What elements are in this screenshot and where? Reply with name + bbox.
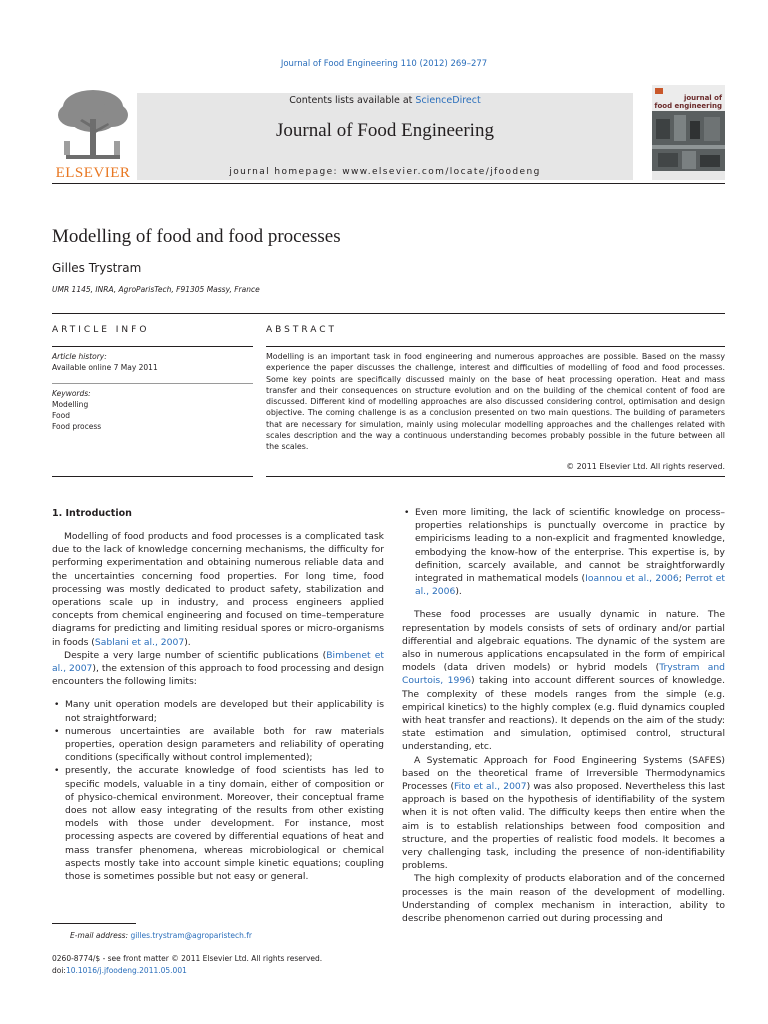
email-label: E-mail address:: [70, 931, 131, 940]
cover-title-line2: food engineering: [654, 102, 722, 110]
paragraph-text: Modelling of food products and food processes is a complicated task due to the lack of knowledge concerning mechanisms, the difficulty for performing experimentation and obtaining numerous reliable data and the uncertainties concerning food properties. For long time, food processing was mostly dedicated to product safety, stabilization and operations scale up in industry, and process engineers applied concepts from chemical engineering and focused on time–temperature diagrams for predicting and limiting residual spores or micro-organisms in foods (: [52, 531, 384, 648]
abstract-copyright: © 2011 Elsevier Ltd. All rights reserved.: [566, 462, 725, 471]
journal-homepage: [137, 167, 633, 177]
cover-title-line1: journal of: [683, 94, 722, 102]
article-info-divider: [52, 383, 253, 384]
paragraph: The high complexity of products elaboration and of the concerned processes is the main reason of the development of modelling. Understanding of complex mechanism in interaction, ability to describe phenomenon carried out during processing and: [402, 873, 725, 925]
article-history-label: Article history:: [52, 352, 107, 361]
paragraph-text: Despite a very large number of scientific publications (: [64, 649, 327, 661]
paragraph-text: ) was also proposed. Nevertheless this last approach is based on the hypothesis of identifiability of the system when it is not often valid. The difficulty keeps then entire when the aim is to establish relationships between food composition and structure, and the properties of realistic food models. It becomes a very challenging task, including the presence of non-identifiability problems.: [402, 781, 725, 872]
reference-link[interactable]: Bimbenet et al., 2007: [52, 649, 384, 675]
article-history-value: Available online 7 May 2011: [52, 363, 158, 372]
paragraph: [52, 530, 384, 649]
limits-list-continued: [402, 506, 725, 598]
homepage-url[interactable]: www.elsevier.com/locate/jfoodeng: [342, 167, 541, 177]
article-info-rule: [52, 346, 253, 347]
body-column-right: [402, 506, 725, 925]
article-info-heading: ARTICLE INFO: [52, 325, 150, 335]
elsevier-tree-logo: [52, 85, 134, 167]
issn-line: 0260-8774/$ - see front matter © 2011 Elsevier Ltd. All rights reserved.: [52, 954, 323, 963]
journal-citation[interactable]: Journal of Food Engineering 110 (2012) 269–277: [280, 59, 488, 69]
keyword-item: Modelling: [52, 400, 89, 409]
paragraph: [402, 608, 725, 753]
reference-link[interactable]: Perrot et al., 2006: [415, 573, 725, 598]
list-item: • numerous uncertainties are available both for raw materials properties, operation design parameters and reliability of operating conditions (specifically without control implemented);: [52, 725, 384, 765]
paragraph-text: ), the extension of this approach to food processing and design encounters the following limits:: [52, 663, 384, 688]
contents-line: [137, 95, 633, 106]
author-affiliation: UMR 1145, INRA, AgroParisTech, F91305 Massy, France: [52, 285, 260, 294]
limits-list: [52, 698, 384, 883]
doi-prefix: doi:: [52, 966, 66, 975]
keyword-item: Food: [52, 410, 70, 420]
paragraph: [52, 649, 384, 689]
article-author: Gilles Trystram: [52, 261, 142, 275]
list-item: • presently, the accurate knowledge of food scientists has led to specific models, valuable in a tiny domain, either of composition or of physico-chemical environment. Moreover, their conceptual frame does not allow easy integrating of the results from other existing models with those under development. For instance, most processing aspects are covered by differential equations of heat and mass transfer phenomena, whereas microbiological or chemical aspects mostly take into account simple kinetic equations; coupling those is sometimes possible but not easy or general.: [52, 764, 384, 883]
cover-image: [652, 85, 725, 180]
contents-prefix: Contents lists available at: [289, 95, 416, 106]
list-item: [402, 506, 725, 598]
homepage-prefix: journal homepage:: [229, 167, 343, 177]
paragraph-text: ) taking into account different sources of knowledge. The complexity of these models ranges from the simple (e.g. empirical kinetics) to the highly complex (e.g. fluid dynamics coupled with heat transfer and reactions). It depends on the aim of the study: state estimation and simulation, optimised control, structural understanding, etc.: [402, 675, 725, 753]
keyword-item: Food process: [52, 421, 102, 431]
body-column-left: [52, 530, 384, 883]
section-rule-top: [52, 313, 725, 314]
reference-link[interactable]: Trystram and Courtois, 1996: [402, 662, 725, 687]
paragraph-text: These food processes are usually dynamic in nature. The representation by models consists of sets of ordinary and/or partial differential and algebraic equations. The dynamic of the system are also in numerous applications encapsulated in the form of empirical models (data driven models) or hybrid models (: [402, 609, 725, 674]
keywords-label: Keywords:: [52, 389, 91, 398]
keywords-list: [52, 400, 101, 432]
doi-link[interactable]: 10.1016/j.jfoodeng.2011.05.001: [65, 966, 187, 975]
list-item-text: Even more limiting, the lack of scientific knowledge on process–properties relationships is punctually overcome in practice by empiricisms leading to a non-explicit and fragmented knowledge, embodying the know-how of the enterprise. This expertise is, by definition, scarcely available, and cannot be straightforwardly integrated in mathematical models (: [415, 507, 725, 585]
journal-title: Journal of Food Engineering: [276, 120, 494, 141]
list-item-text: ;: [678, 573, 686, 585]
elsevier-wordmark: ELSEVIER: [55, 165, 131, 181]
list-item: • Many unit operation models are developed but their applicability is not straightforward;: [52, 698, 384, 724]
sciencedirect-link[interactable]: ScienceDirect: [415, 95, 481, 106]
reference-link[interactable]: Ioannou et al., 2006: [585, 573, 679, 585]
paragraph: [402, 754, 725, 873]
reference-link[interactable]: Fito et al., 2007: [454, 781, 527, 793]
footnote-rule: [52, 923, 136, 924]
paragraph-text: ).: [184, 636, 191, 648]
author-email: [70, 931, 252, 940]
email-link[interactable]: gilles.trystram@agroparistech.fr: [130, 931, 253, 940]
article-info-rule-bottom: [52, 476, 253, 477]
abstract-text: Modelling is an important task in food engineering and numerous approaches are possible. Based on the massy experience the paper discusses the challenge, interest and difficulties of modelling of food and food processes. Some key points are specifically discussed mainly on the base of heat processing operation. Heat and mass transfer and their consequences on structure evolution and on the building of the chemical content of food are discussed. Different kind of modelling approaches are also discussed considering control, optimisation and design objective. The coming challenge is as a conclusion presented on two main questions. The building of parameters that are necessary for simulation, mainly using molecular modelling approaches and the challenges related with scales description and the way a continuous understanding becomes probably possible in the future between all the scales.: [266, 352, 725, 452]
abstract-rule-bottom: [266, 476, 725, 477]
abstract-heading: ABSTRACT: [266, 325, 338, 335]
journal-cover-thumbnail[interactable]: [652, 85, 725, 180]
abstract-rule: [266, 346, 725, 347]
masthead-rule: [52, 183, 725, 184]
reference-link[interactable]: Sablani et al., 2007: [94, 636, 185, 648]
doi-line: [52, 966, 187, 975]
article-title: Modelling of food and food processes: [52, 226, 341, 247]
section-heading-introduction: 1. Introduction: [52, 508, 132, 519]
list-item-text: ).: [455, 586, 462, 598]
paragraph-text: A Systematic Approach for Food Engineering Systems (SAFES) based on the theoretical frame of Irreversible Thermodynamics Processes (: [402, 754, 725, 793]
